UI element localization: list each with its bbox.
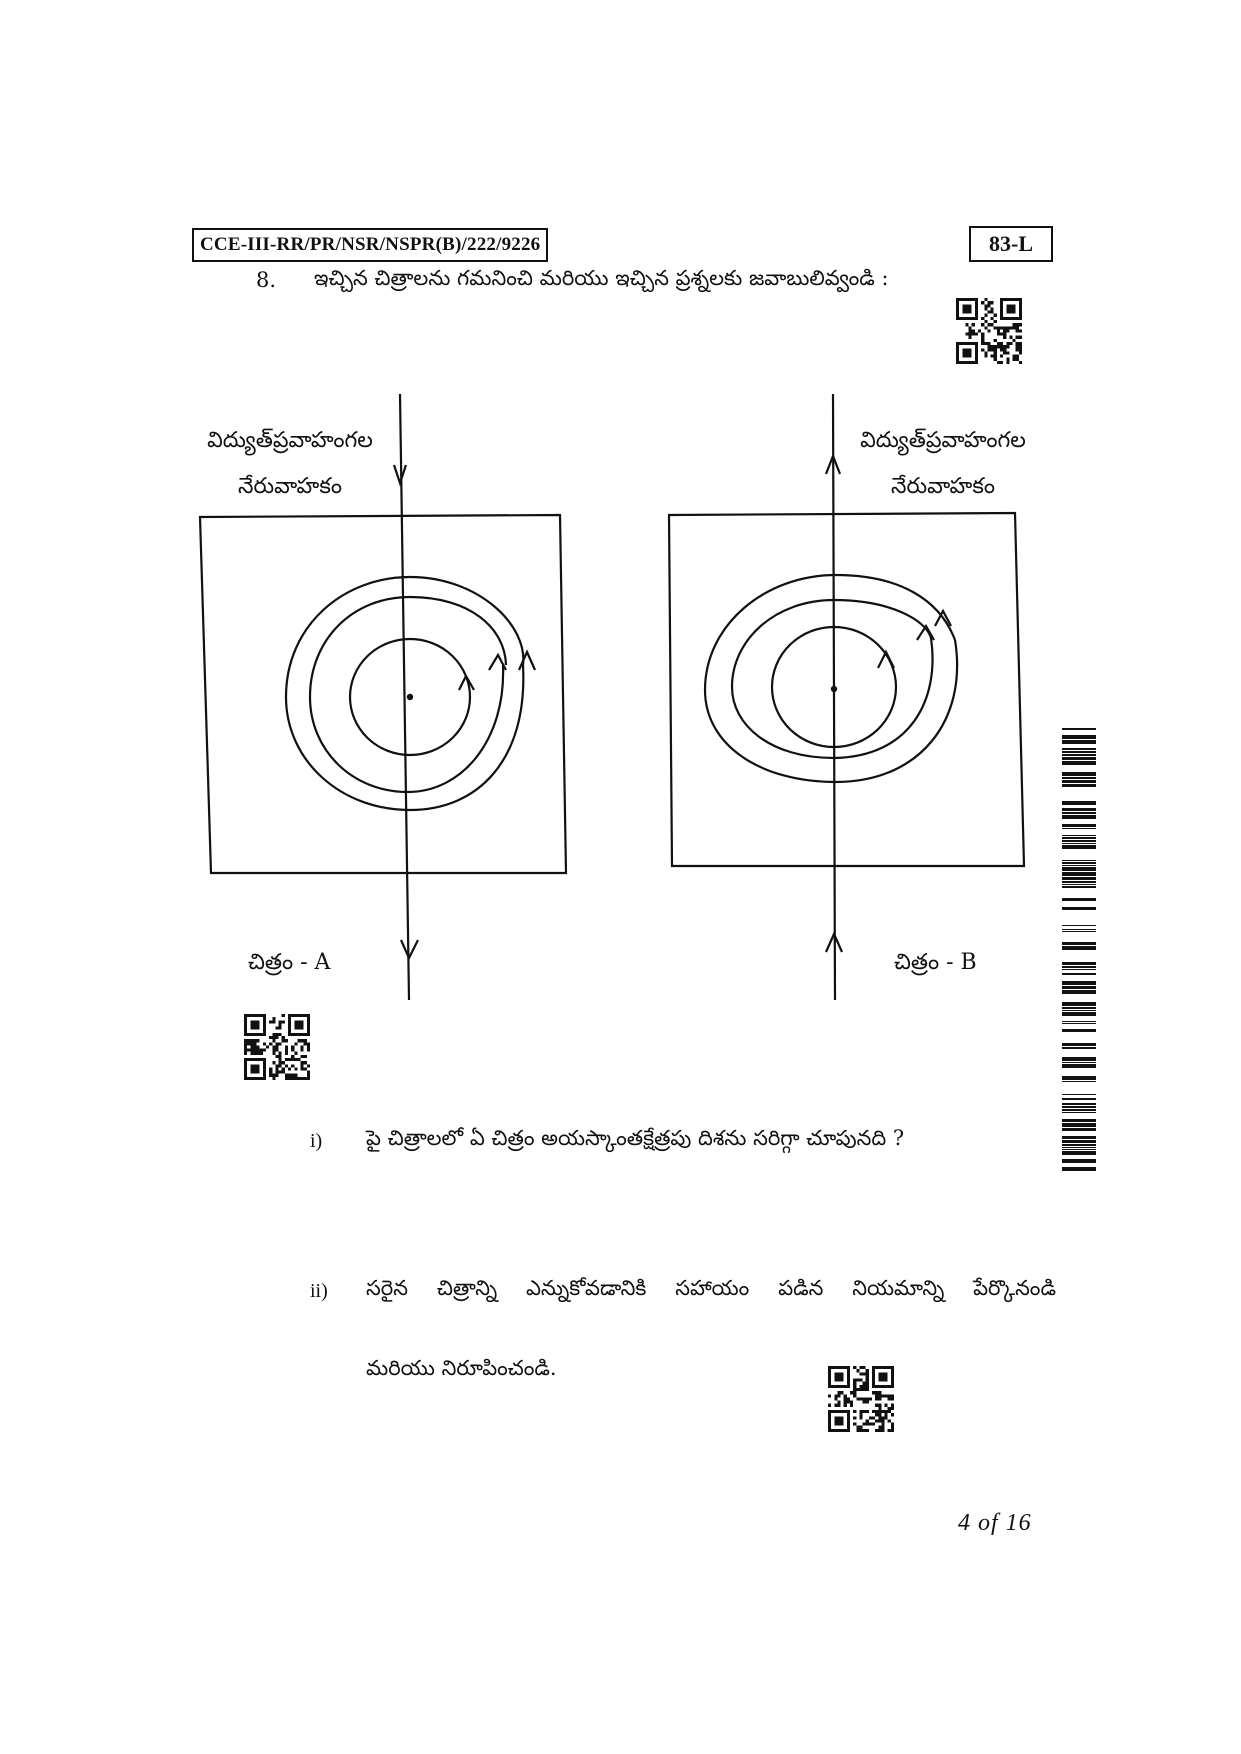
subquestion-1-number: i) — [310, 1130, 323, 1152]
figure-a-center-dot — [407, 694, 413, 700]
figure-a-label-line1: విద్యుత్‌ప్రవాహంగల — [207, 428, 373, 453]
figure-a-circle-middle — [310, 597, 506, 792]
subquestion-1-text: పై చిత్రాలలో ఏ చిత్రం అయస్కాంతక్షేత్రపు దిశను సరిగ్గా చూపునది ? — [366, 1126, 905, 1150]
figure-b-center-dot — [831, 686, 837, 692]
figure-b-circle-outer — [705, 575, 957, 782]
question-text: ఇచ్చిన చిత్రాలను గమనించి మరియు ఇచ్చిన ప్రశ్నలకు జవాబులివ్వండి : — [314, 266, 889, 290]
subquestion-2-text-cont: మరియు నిరూపించండి. — [366, 1356, 557, 1380]
figure-b-card — [669, 513, 1024, 866]
figure-a-arrow-bottom — [401, 940, 418, 958]
question-number: 8. — [256, 268, 277, 292]
figure-a-arrow-outer — [519, 652, 535, 670]
figure-b-label-line2: నేరువాహకం — [891, 474, 995, 499]
figure-b-label-line1: విద్యుత్‌ప్రవాహంగల — [860, 428, 1026, 453]
figure-b-arrow-middle — [917, 626, 934, 640]
page-number: 4 of 16 — [958, 1510, 1032, 1536]
figure-b-arrow-inner — [878, 652, 894, 668]
barcode-icon — [1062, 728, 1096, 1172]
exam-code: CCE-III-RR/PR/NSR/NSPR(B)/222/9226 — [192, 228, 548, 262]
figure-a-arrow-inner — [459, 676, 474, 690]
figure-b-circle-middle — [732, 600, 933, 758]
subquestion-2-number: ii) — [310, 1280, 328, 1302]
figure-a-card — [200, 515, 566, 873]
subquestion-2-text: సరైన చిత్రాన్ని ఎన్నుకోవడానికి సహాయం పడిన నియమాన్ని పేర్కొనండి — [366, 1276, 1056, 1300]
paper-code: 83-L — [969, 226, 1053, 262]
figure-b-caption: చిత్రం - B — [894, 950, 977, 975]
figure-a-label-line2: నేరువాహకం — [238, 474, 342, 499]
figure-a-caption: చిత్రం - A — [248, 950, 331, 975]
